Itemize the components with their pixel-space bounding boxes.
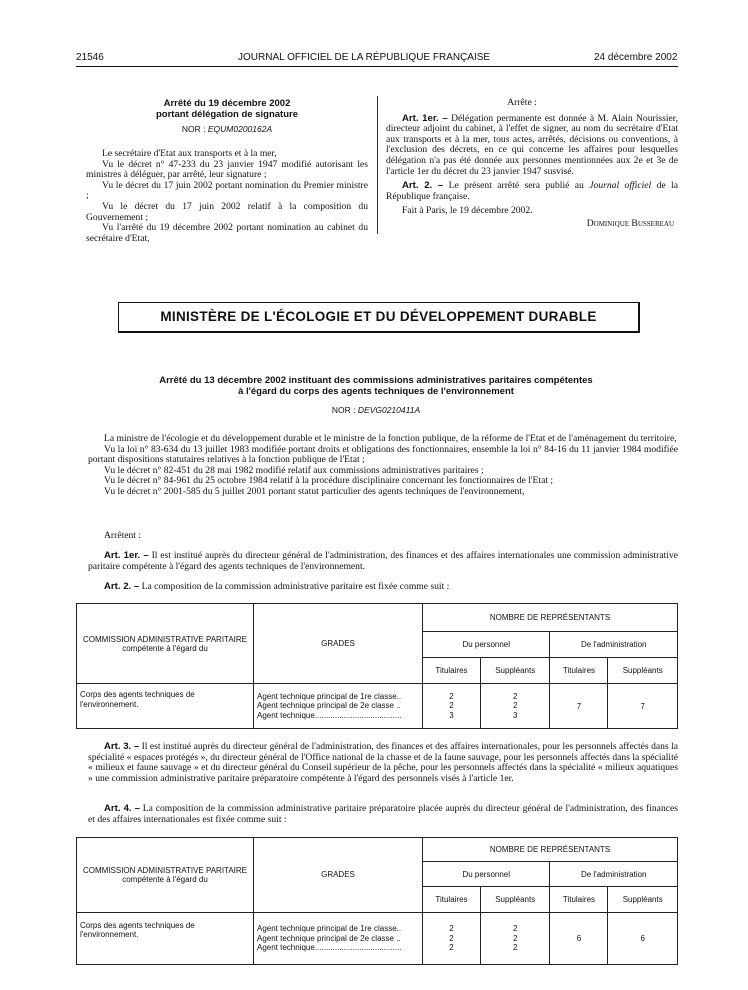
- representation-table-1: [76, 603, 678, 729]
- header-rule: [76, 66, 678, 67]
- table-header-titulaires: Titulaires: [423, 658, 481, 684]
- decree2-art4-label: Art. 4. –: [104, 803, 140, 814]
- decree2-arretent: Arrêtent :: [104, 530, 142, 541]
- decree1-para: Vu l'arrêté du 19 décembre 2002 portant nomination au cabinet du secrétaire d'Etat,: [86, 222, 368, 244]
- ministry-banner-text: MINISTÈRE DE L'ÉCOLOGIE ET DU DÉVELOPPEMENT DURABLE: [160, 309, 597, 324]
- decree1-art2-label: Art. 2. –: [402, 180, 444, 192]
- table-header-nombre: NOMBRE DE REPRÉSENTANTS: [423, 604, 678, 632]
- page-number: 21546: [76, 52, 104, 63]
- decree1-title-line1: Arrêté du 19 décembre 2002: [163, 98, 291, 109]
- table-cell-admin-titulaires: 6: [550, 912, 608, 964]
- decree2-art3-text: Il est institué auprès du directeur général de l'administration, des finances et des affaires internationales, pour les personnels affectés dans la spécialité « espaces protégés », du directeur général de l'Office national de la chasse et de la faune sauvage, pour les personnels affectés dans la spécialité « milieux et faune sauvage » et du directeur général du Conseil supérieur de la pêche, pour les personnels affectés dans la spécialité « milieux aquatiques » une commission administrative paritaire préparatoire compétente à l'égard des personnels visés à l'article 1er.: [88, 741, 678, 784]
- decree2-art3-label: Art. 3. –: [104, 741, 140, 752]
- nor-label: NOR :: [331, 405, 356, 415]
- decree1-title: [86, 98, 368, 120]
- decree1-para: Vu le décret du 17 juin 2002 relatif à la composition du Gouvernement ;: [86, 200, 368, 223]
- decree1-art2: [386, 181, 678, 202]
- table-header-de-administration: De l'administration: [550, 862, 678, 887]
- decree2-title: [86, 376, 666, 397]
- table-header-nombre: NOMBRE DE REPRÉSENTANTS: [423, 838, 678, 862]
- grade-label: Agent technique principal de 2e classe ..: [257, 701, 401, 711]
- table-header-commission: COMMISSION ADMINISTRATIVE PARITAIRE compétente à l'égard du: [77, 604, 254, 684]
- decree1-arrete: Arrête :: [507, 97, 537, 108]
- decree2-art2-label: Art. 2. –: [104, 581, 140, 592]
- table-cell-grades: [254, 684, 423, 729]
- decree2-title-line2: à l'égard du corps des agents techniques de l'environnement: [238, 385, 514, 397]
- table-cell-admin-suppleants: 6: [608, 912, 678, 964]
- table-header-titulaires: Titulaires: [550, 887, 608, 912]
- decree2-preamble-para: Vu la loi n° 83-634 du 13 juillet 1983 modifiée portant droits et obligations des fonctionnaires, ensemble la loi n° 84-16 du 11 janvier 1984 modifiée portant dispositions statutaires relatives à la fonction publique de l'Etat ;: [88, 443, 678, 466]
- journal-title: JOURNAL OFFICIEL DE LA RÉPUBLIQUE FRANÇAISE: [238, 52, 491, 63]
- decree1-right-column: [386, 98, 678, 230]
- decree1-art2-text-b: de la République française.: [386, 180, 678, 202]
- table-header-du-personnel: Du personnel: [423, 632, 550, 658]
- table-header-du-personnel: Du personnel: [423, 862, 550, 887]
- nor-label: NOR :: [181, 124, 206, 134]
- decree2-nor: [86, 405, 666, 415]
- decree2-art3: [88, 742, 678, 784]
- decree1-art2-text-a: Le présent arrêté sera publié au: [448, 180, 584, 192]
- nor-code: EQUM0200162A: [207, 124, 273, 134]
- column-divider: [377, 96, 378, 234]
- decree2-art1-text: Il est institué auprès du directeur général de l'administration, des finances et des affaires internationales une commission administrative paritaire compétente à l'égard des agents techniques de l'environnement.: [88, 550, 678, 572]
- representation-table-2: [76, 837, 678, 965]
- table-cell-admin-titulaires: 7: [550, 684, 608, 729]
- decree1-left-column: [86, 98, 368, 244]
- table-header-grades: GRADES: [254, 838, 423, 913]
- ministry-banner: [118, 302, 640, 333]
- table-header-suppleants: Suppléants: [480, 658, 550, 684]
- table-cell-corps: Corps des agents techniques de l'environnement.: [77, 684, 254, 729]
- table-header-titulaires: Titulaires: [550, 658, 608, 684]
- table-header-suppleants: Suppléants: [480, 887, 550, 912]
- table-cell-grades: [254, 912, 423, 964]
- decree2-preamble-para: Vu le décret n° 84-961 du 25 octobre 1984 relatif à la procédure disciplinaire concernant les fonctionnaires de l'Etat ;: [104, 475, 554, 487]
- decree2-preamble: [88, 434, 678, 498]
- decree1-para: Vu le décret du 17 juin 2002 portant nomination du Premier ministre ;: [86, 179, 368, 202]
- table-header-titulaires: Titulaires: [423, 887, 481, 912]
- table-cell-perso-titulaires: 2 2 3: [423, 684, 481, 729]
- publication-date: 24 décembre 2002: [594, 52, 678, 63]
- grade-label: Agent technique principal de 1re classe..: [257, 691, 402, 701]
- table-header-commission: COMMISSION ADMINISTRATIVE PARITAIRE compétente à l'égard du: [77, 838, 254, 913]
- nor-code: DEVG0210411A: [357, 405, 421, 415]
- grade-label: Agent technique principal de 2e classe ..: [257, 933, 401, 943]
- decree2-art2-text: La composition de la commission administrative paritaire est fixée comme suit :: [141, 581, 450, 592]
- table-cell-perso-suppleants: 2 2 3: [480, 684, 550, 729]
- grade-label: Agent technique principal de 1re classe..: [257, 924, 402, 934]
- decree1-art1-text: Délégation permanente est donnée à M. Alain Nourissier, directeur adjoint du cabinet, à l'effet de signer, au nom du secrétaire d'Etat aux transports et à la mer, tous actes, arrêtés, décisions ou conventions, à l'exclusion des décrets, en ce qui concerne les affaires pour lesquelles délégation n'a pas été donnée aux personnes mentionnées aux 2e et 3e de l'article 1er du décret du 23 janvier 1947 susvisé.: [386, 112, 678, 177]
- decree2-preamble-para: Vu le décret n° 2001-585 du 5 juillet 2001 portant statut particulier des agents techniques de l'environnement,: [104, 485, 525, 497]
- table-cell-perso-titulaires: 2 2 2: [423, 912, 481, 964]
- decree2-preamble-para: Vu le décret n° 82-451 du 28 mai 1982 modifié relatif aux commissions administratives paritaires ;: [104, 464, 484, 476]
- decree1-title-line2: portant délégation de signature: [156, 109, 298, 120]
- decree2-art4-text: La composition de la commission administrative paritaire préparatoire placée auprès du directeur général de l'administration, des finances et des affaires internationales est fixée comme suit :: [88, 803, 678, 825]
- decree1-para: Vu le décret n° 47-233 du 23 janvier 1947 modifié autorisant les ministres à déléguer, par arrêté, leur signature ;: [86, 158, 368, 181]
- table-header-de-administration: De l'administration: [550, 632, 678, 658]
- decree2-art2: [88, 582, 678, 593]
- decree1-art1: [386, 114, 678, 178]
- grade-label: Agent technique.......................................: [257, 710, 402, 720]
- decree1-signature: Dominique Bussereau: [586, 217, 674, 229]
- table-cell-perso-suppleants: 2 2 2: [480, 912, 550, 964]
- decree2-art1: [88, 551, 678, 572]
- decree2-title-line1: Arrêté du 13 décembre 2002 instituant des commissions administratives paritaires compétentes: [159, 375, 593, 386]
- grade-label: Agent technique.......................................: [257, 943, 402, 953]
- table-header-suppleants: Suppléants: [608, 658, 678, 684]
- decree1-art2-journal: Journal officiel: [589, 180, 652, 192]
- decree2-art1-label: Art. 1er. –: [104, 550, 149, 561]
- decree1-fait: Fait à Paris, le 19 décembre 2002.: [402, 205, 533, 217]
- table-cell-corps: Corps des agents techniques de l'environnement.: [77, 912, 254, 964]
- table-header-suppleants: Suppléants: [608, 887, 678, 912]
- decree1-art1-label: Art. 1er. –: [402, 112, 448, 124]
- decree2-art4: [88, 804, 678, 825]
- decree1-nor: [86, 124, 368, 134]
- decree2-preamble-para: La ministre de l'écologie et du développement durable et le ministre de la fonction publique, de la réforme de l'Etat et de l'aménagement du territoire,: [104, 433, 677, 444]
- table-header-grades: GRADES: [254, 604, 423, 684]
- decree1-preamble: [86, 149, 368, 244]
- decree1-para: Le secrétaire d'Etat aux transports et à la mer,: [102, 148, 277, 159]
- table-cell-admin-suppleants: 7: [608, 684, 678, 729]
